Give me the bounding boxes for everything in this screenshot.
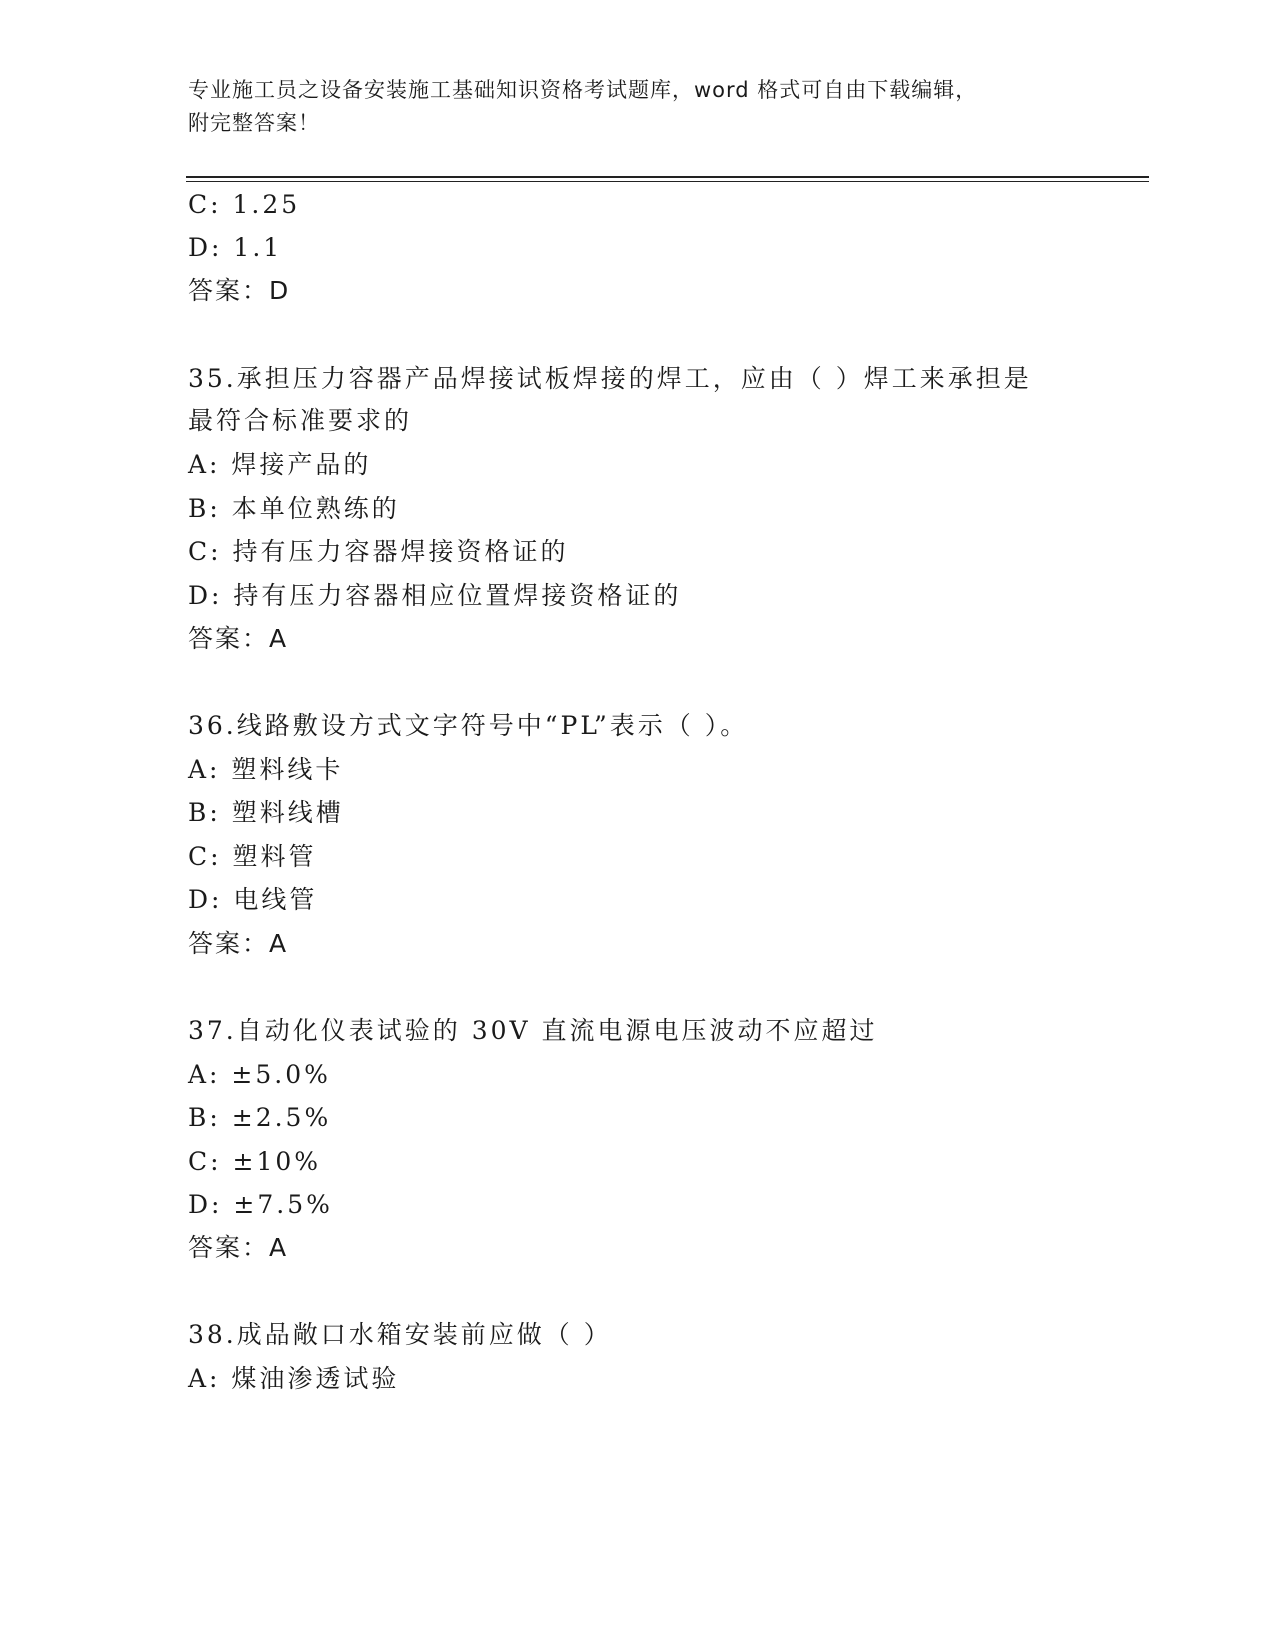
q35-stem-line-1: 35.承担压力容器产品焊接试板焊接的焊工，应由（ ）焊工来承担是 (188, 364, 1032, 393)
q36-option-c: C: 塑料管 (188, 842, 317, 871)
q36-option-a: A: 塑料线卡 (188, 755, 344, 784)
q36-option-b: B: 塑料线槽 (188, 798, 344, 827)
q35-option-c: C: 持有压力容器焊接资格证的 (188, 537, 569, 566)
q36-option-d: D: 电线管 (188, 885, 318, 914)
q37-option-a: A: ±5.0% (188, 1060, 331, 1089)
q35-answer: 答案：A (188, 624, 289, 653)
q37-option-d: D: ±7.5% (188, 1190, 333, 1219)
q36-answer: 答案：A (188, 929, 289, 958)
q34-option-d: D: 1.1 (188, 233, 283, 262)
q35-option-b: B: 本单位熟练的 (188, 494, 400, 523)
document-header (188, 74, 1088, 140)
header-line-1: 专业施工员之设备安装施工基础知识资格考试题库，word 格式可自由下载编辑， (188, 78, 978, 102)
q38-option-a: A: 煤油渗透试验 (188, 1364, 400, 1393)
q35-stem-line-2: 最符合标准要求的 (188, 406, 413, 435)
q37-stem-line-1: 37.自动化仪表试验的 30V 直流电源电压波动不应超过 (188, 1016, 878, 1045)
q37-option-b: B: ±2.5% (188, 1103, 332, 1132)
q35-option-a: A: 焊接产品的 (188, 450, 372, 479)
q38-stem-line-1: 38.成品敞口水箱安装前应做（ ） (188, 1320, 612, 1349)
q36-stem-line-1: 36.线路敷设方式文字符号中“PL”表示（ ）。 (188, 711, 749, 740)
q34-option-c: C: 1.25 (188, 190, 301, 219)
q35-option-d: D: 持有压力容器相应位置焊接资格证的 (188, 581, 682, 610)
q37-answer: 答案：A (188, 1233, 289, 1262)
header-divider-thick (186, 176, 1149, 178)
header-line-2: 附完整答案！ (188, 111, 320, 135)
header-divider-thin (186, 181, 1149, 182)
q34-answer: 答案：D (188, 276, 291, 305)
q37-option-c: C: ±10% (188, 1147, 322, 1176)
